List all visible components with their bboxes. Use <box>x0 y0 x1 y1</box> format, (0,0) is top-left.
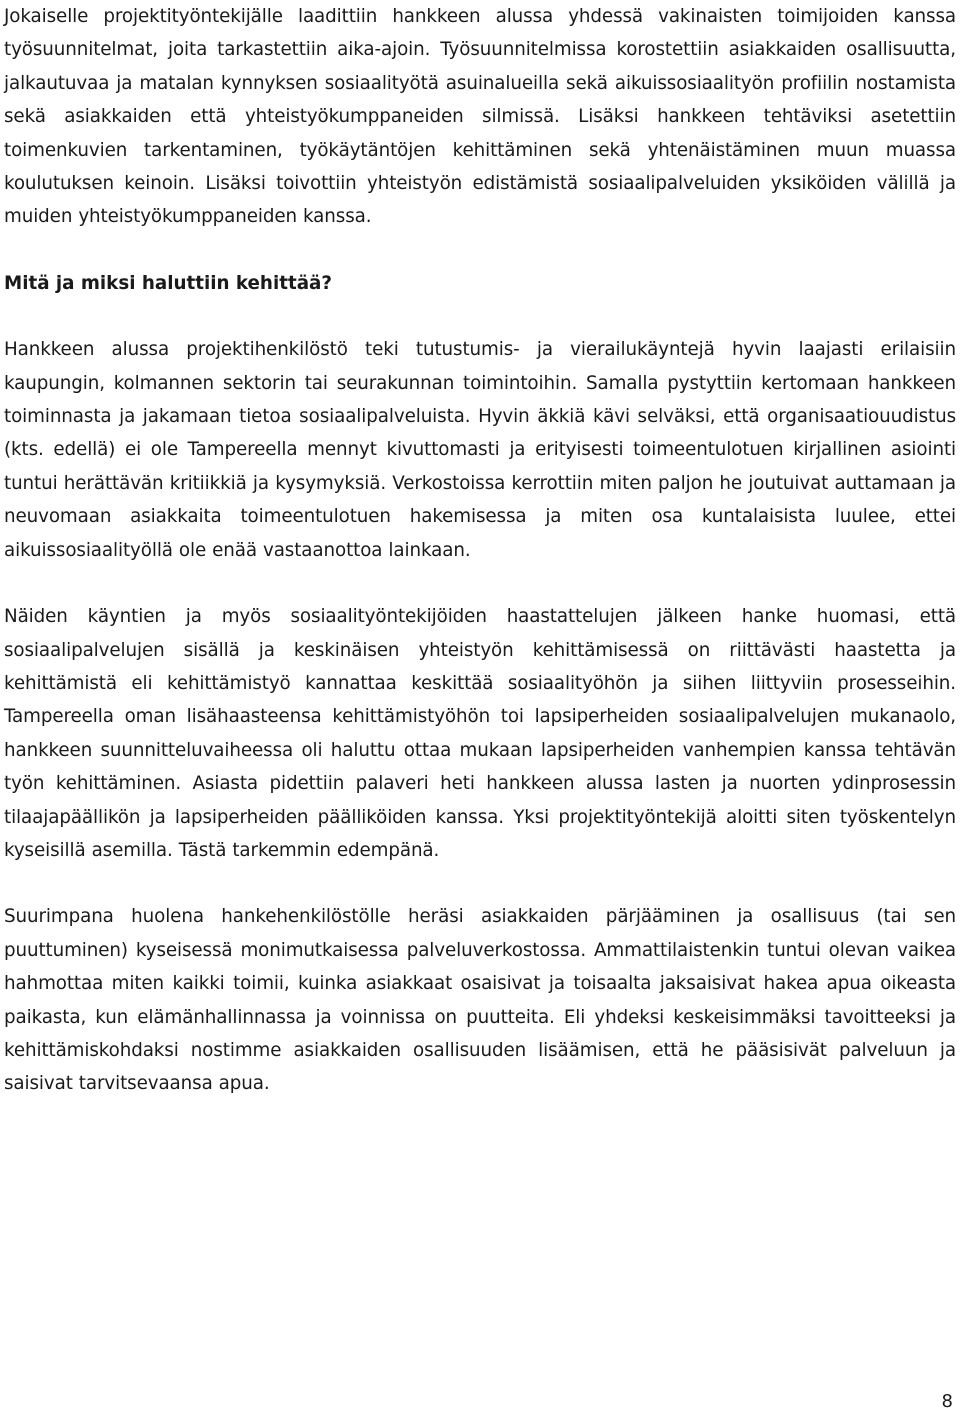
paragraph-work-plans: Jokaiselle projektityöntekijälle laadittiin hankkeen alussa yhdessä vakinaisten toimijoiden kanssa työsuunnitelmat, joita tarkastettiin aika-ajoin. Työsuunnitelmissa korostettiin asiakkaiden osallisuutta, jalkautuvaa ja matalan kynnyksen sosiaalityötä asuinalueilla sekä aikuissosiaalityön profiilin nostamista sekä asiakkaiden että yhteistyökumppaneiden silmissä. Lisäksi hankkeen tehtäviksi asetettiin toimenkuvien tarkentaminen, työkäytäntöjen kehittäminen sekä yhtenäistäminen muun muassa koulutuksen keinoin. Lisäksi toivottiin yhteistyön edistämistä sosiaalipalveluiden yksiköiden välillä ja muiden yhteistyökumppaneiden kanssa. <box>4 6 956 228</box>
document-page <box>4 0 956 1101</box>
page-number: 8 <box>941 1391 953 1412</box>
paragraph-visits: Hankkeen alussa projektihenkilöstö teki tutustumis- ja vierailukäyntejä hyvin laajasti erilaisiin kaupungin, kolmannen sektorin tai seurakunnan toimintoihin. Samalla pystyttiin kertomaan hankkeen toiminnasta ja jakamaan tietoa sosiaalipalveluista. Hyvin äkkiä kävi selväksi, että organisaatiouudistus (kts. edellä) ei ole Tampereella mennyt kivuttomasti ja erityisesti toimeentulotuen kirjallinen asiointi tuntui herättävän kritiikkiä ja kysymyksiä. Verkostoissa kerrottiin miten paljon he joutuivat auttamaan ja neuvomaan asiakkaita toimeentulotuen hakemisessa ja miten osa kuntalaisista luulee, ettei aikuissosiaalityöllä ole enää vastaanottoa lainkaan. <box>4 339 956 561</box>
section-heading: Mitä ja miksi haluttiin kehittää? <box>4 272 332 294</box>
paragraph-interviews: Näiden käyntien ja myös sosiaalityöntekijöiden haastattelujen jälkeen hanke huomasi, että sosiaalipalvelujen sisällä ja keskinäisen yhteistyön kehittämisessä on riittävästi haastetta ja kehittämistä eli kehittämistyö kannattaa keskittää sosiaalityöhön ja siihen liittyviin prosesseihin. Tampereella oman lisähaasteensa kehittämistyöhön toi lapsiperheiden sosiaalipalvelujen mukanaolo, hankkeen suunnitteluvaiheessa oli haluttu ottaa mukaan lapsiperheiden vanhempien kanssa tehtävän työn kehittäminen. Asiasta pidettiin palaveri heti hankkeen alussa lasten ja nuorten ydinprosessin tilaajapäällikön ja lapsiperheiden päälliköiden kanssa. Yksi projektityöntekijä aloitti siten työskentelyn kyseisillä asemilla. Tästä tarkemmin edempänä. <box>4 606 956 861</box>
paragraph-client-concern: Suurimpana huolena hankehenkilöstölle heräsi asiakkaiden pärjääminen ja osallisuus (tai sen puuttuminen) kyseisessä monimutkaisessa palveluverkostossa. Ammattilaistenkin tuntui olevan vaikea hahmottaa miten kaikki toimii, kuinka asiakkaat osaisivat ja toisaalta jaksaisivat hakea apua oikeasta paikasta, kun elämänhallinnassa ja voinnissa on puutteita. Eli yhdeksi keskeisimmäksi tavoitteeksi ja kehittämiskohdaksi nostimme asiakkaiden osallisuuden lisäämisen, että he pääsisivät palveluun ja saisivat tarvitsevaansa apua. <box>4 906 956 1095</box>
